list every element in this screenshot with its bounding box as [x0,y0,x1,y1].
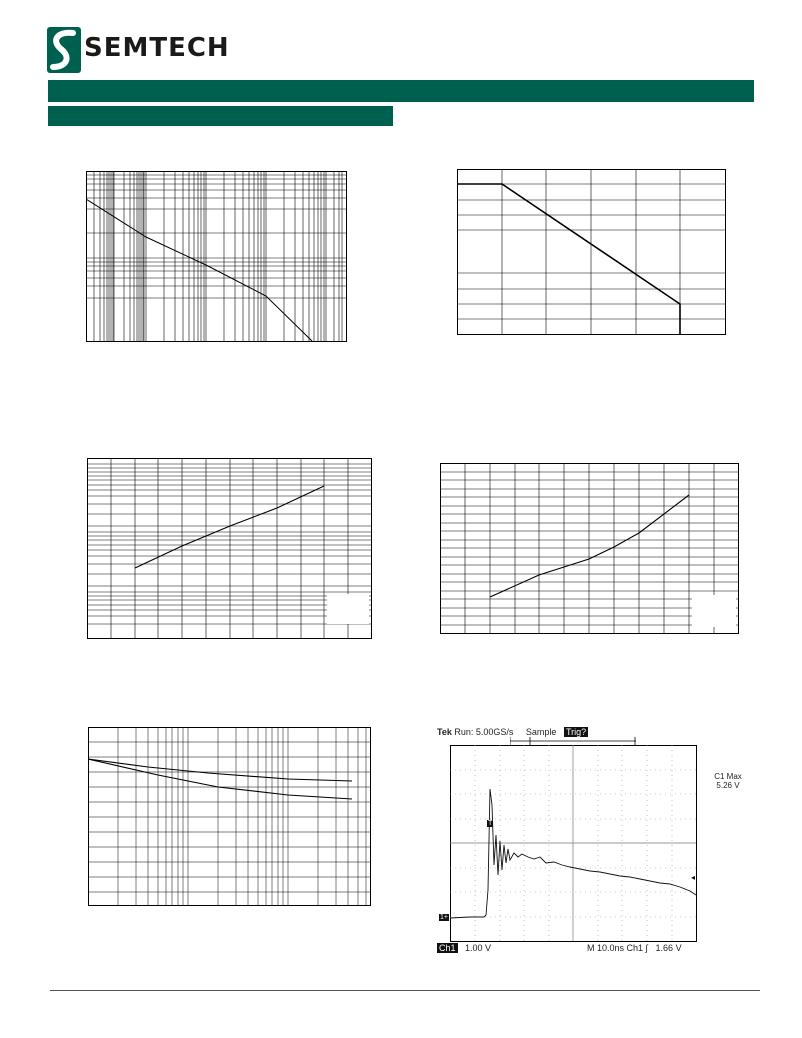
scope-mode: Sample [525,727,557,737]
scope-brand: Tek [437,727,452,737]
scope-timebase-value: M 10.0ns [587,943,625,953]
scope-ch1-scale: 1.00 V [465,943,492,953]
brand-name: SEMTECH [84,33,230,63]
chart-log-log-decreasing [86,171,348,343]
scope-ch1-marker: 1+ [440,914,448,921]
scope-timebase [587,943,682,953]
scope-trigger-level: 1.66 V [655,943,682,953]
chart-two-curve-semilog [88,727,372,907]
scope-readout [708,772,748,790]
scope-trigger-bar [510,737,636,745]
scope-readout-label: C1 Max [714,772,742,781]
chart-log-y-increasing [87,458,373,640]
scope-channel-tag: Ch1 [439,943,456,953]
semtech-logo-icon [47,27,81,73]
scope-footer [437,943,707,957]
section-band [48,106,393,126]
scope-screen [450,745,698,943]
scope-trig-label: Trig? [565,727,587,737]
footer-rule [50,990,760,991]
scope-run-status: Run: 5.00GS/s [454,727,514,737]
chart-linear-increasing [440,463,740,635]
scope-readout-value: 5.26 V [716,781,740,790]
scope-trig-marker: T [488,820,493,827]
scope-trigger: Ch1 ∫ [626,943,649,953]
chart-derating-curve [457,169,726,335]
scope-level-arrow-icon: ◂ [691,873,696,882]
header-band [48,80,754,102]
